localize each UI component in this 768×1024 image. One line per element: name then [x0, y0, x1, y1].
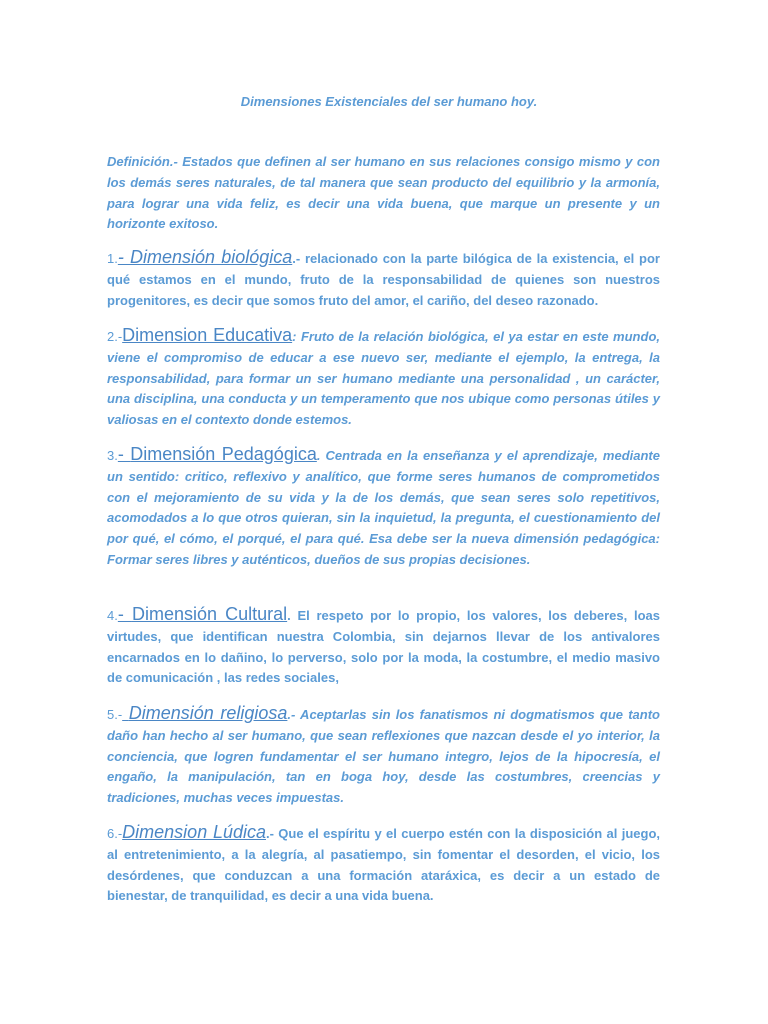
- section-3-heading-text: Dimensión Pedagógica: [130, 444, 317, 464]
- section-5-body: Aceptarlas sin los fanatismos ni dogmatismos que tanto daño han hecho al ser humano, que sean reflexiones que nazcan desde el yo interior, la conciencia, que logren fundamentar el ser humano integro, lejos de la hipocresía, el engaño, la manipulación, tan en boga hoy, desde las costumbres, creencias y tradiciones, muchas veces impuestas.: [107, 707, 660, 806]
- section-3-body: Centrada en la enseñanza y el aprendizaje, mediante un sentido: critico, reflexivo y analítico, que forme seres humanos de comprometidos con el mejoramiento de su vida y la de los demás, que sean seres solo repetitivos, acomodados a lo que otros quieran, sin la inquietud, la pregunta, el cuestionamiento del por qué, el cómo, el porqué, el para qué. Esa debe ser la nueva dimensión pedagógica: Formar seres libres y auténticos, dueños de sus propias decisiones.: [107, 448, 660, 567]
- section-5-number: 5.-: [107, 707, 123, 722]
- section-4-heading: [118, 604, 287, 624]
- definition-paragraph: [107, 152, 660, 235]
- document-title: Dimensiones Existenciales del ser humano hoy.: [240, 94, 538, 109]
- section-4-heading-text: Dimensión Cultural: [131, 604, 288, 624]
- section-2-body: Fruto de la relación biológica, el ya estar en este mundo, viene el compromiso de educar a ese nuevo ser, mediante el ejemplo, la entrega, la responsabilidad, para formar un ser humano mediante una personalidad , un carácter, una disciplina, una conducta y un temperamento que nos ubique como personas útiles y valiosas en el contexto donde estemos.: [107, 329, 660, 428]
- section-5: [107, 703, 660, 809]
- section-4-number: 4.: [107, 608, 118, 623]
- section-6-heading: [122, 822, 266, 842]
- section-6-separator: .-: [266, 826, 274, 841]
- section-1-body: relacionado con la parte bilógica de la existencia, el por qué estamos en el mundo, fruto de la responsabilidad de quienes son nuestros progenitores, es decir que somos fruto del amor, el cariño, del deseo razonado.: [107, 251, 660, 308]
- section-3-separator: .: [316, 448, 321, 463]
- section-1-number: 1.: [107, 251, 118, 266]
- section-1-prefix: -: [117, 247, 130, 267]
- section-5-heading: [122, 703, 287, 723]
- section-4-prefix: -: [117, 604, 132, 624]
- section-3-prefix: -: [117, 444, 131, 464]
- section-6-number: 6.-: [107, 826, 123, 841]
- definition-text: Definición.- Estados que definen al ser humano en sus relaciones consigo mismo y con los demás seres naturales, de tal manera que sean producto del equilibrio y la armonía, para lograr una vida feliz, es decir una vida buena, que marque un presente y un horizonte exitoso.: [107, 154, 660, 232]
- section-2-number: 2.-: [107, 329, 123, 344]
- section-6-heading-text: Dimension Lúdica: [122, 822, 266, 842]
- section-6: [107, 822, 660, 907]
- section-5-separator: .-: [287, 707, 296, 722]
- section-1-heading: [118, 247, 292, 267]
- section-1-separator: .-: [292, 251, 301, 266]
- section-3-number: 3.: [107, 448, 118, 463]
- section-2: [107, 325, 660, 431]
- section-5-heading-text: Dimensión religiosa: [128, 703, 288, 723]
- section-1-heading-text: Dimensión biológica: [130, 247, 293, 267]
- section-2-heading: [122, 325, 292, 345]
- section-3-heading: [118, 444, 317, 464]
- section-2-separator: :: [292, 329, 297, 344]
- section-5-prefix: [122, 703, 129, 723]
- section-4-separator: .: [287, 608, 291, 623]
- section-6-body: Que el espíritu y el cuerpo estén con la disposición al juego, al entretenimiento, a la alegría, al pasatiempo, sin fomentar el desorden, el vicio, los desórdenes, que conduzcan a una formación ataráxica, es decir a un estado de bienestar, de tranquilidad, es decir a una vida buena.: [107, 826, 660, 904]
- section-2-heading-text: Dimension Educativa: [122, 325, 293, 345]
- section-1: [107, 247, 660, 311]
- section-4: [107, 604, 660, 689]
- section-4-body: El respeto por lo propio, los valores, los deberes, loas virtudes, que identifican nuestra Colombia, sin dejarnos llevar de los antivalores encarnados en lo dañino, lo perverso, solo por la moda, la costumbre, el medio masivo de comunicación , las redes sociales,: [107, 608, 660, 686]
- section-3: [107, 444, 660, 571]
